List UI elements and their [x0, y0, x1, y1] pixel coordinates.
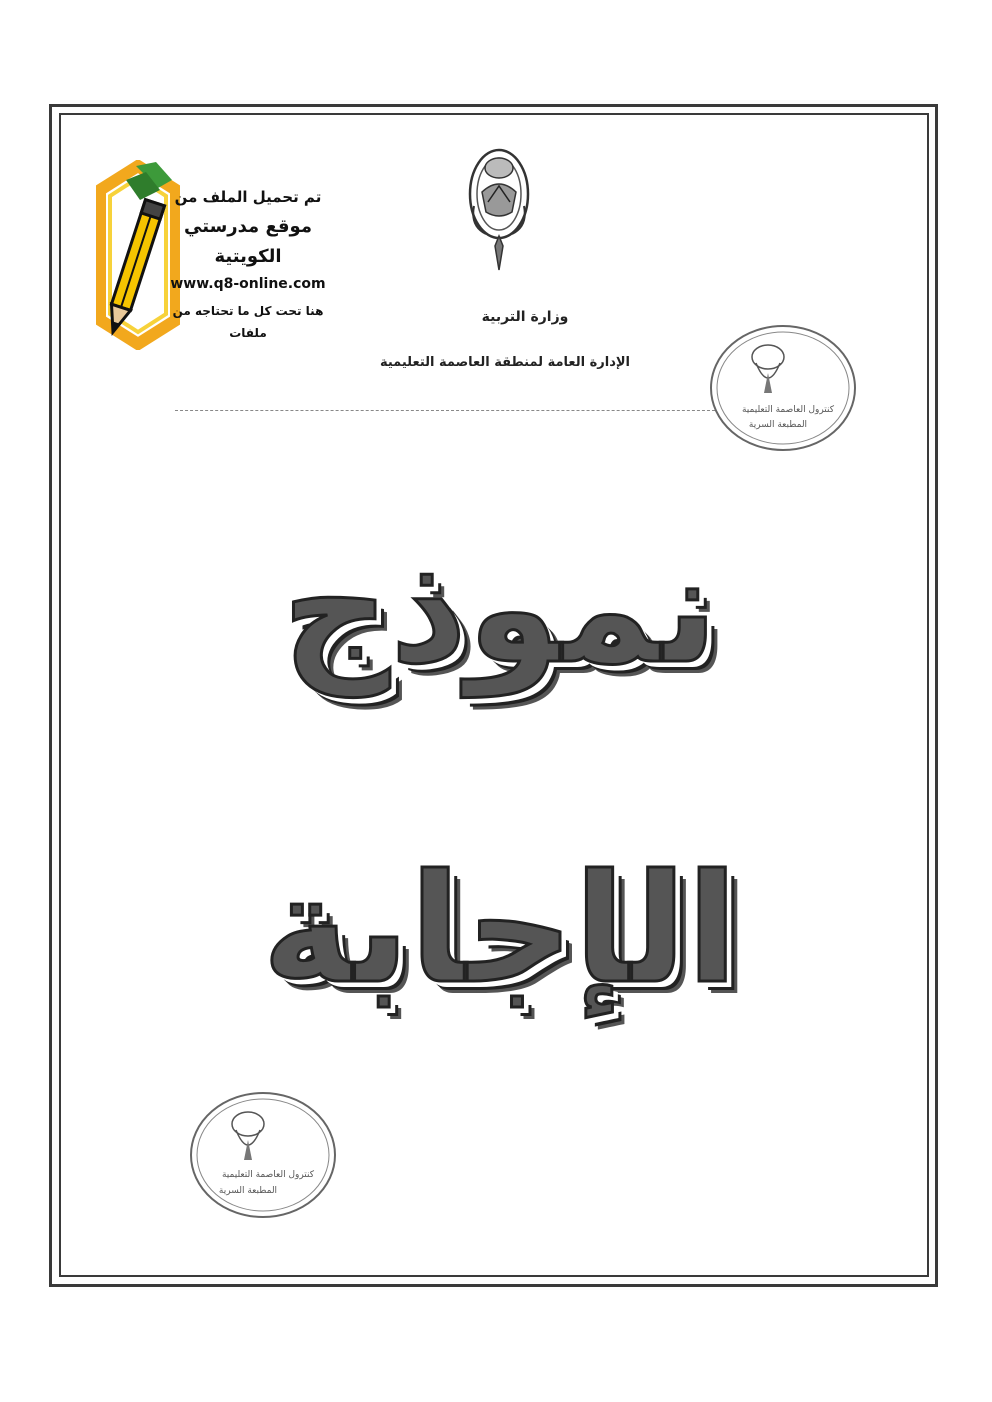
badge-url[interactable]: www.q8-online.com	[170, 276, 326, 292]
badge-line-4: هنا تحت كل ما تحتاجه من ملفات	[172, 304, 324, 340]
title-line-1: نموذج	[281, 523, 718, 697]
title-line-2: الإجابة	[262, 843, 738, 1017]
stamp-text-1: كنترول العاصمة التعليمية	[741, 405, 835, 415]
badge-line-1: تم تحميل الملف من	[174, 188, 322, 206]
stamp-bottom-text-2: المطبعة السرية	[218, 1186, 278, 1196]
badge-line-2: موقع مدرستي الكويتية	[184, 216, 312, 267]
download-badge	[168, 186, 328, 344]
control-stamp-bottom	[188, 1090, 338, 1220]
stamp-text-2: المطبعة السرية	[748, 420, 808, 430]
control-stamp	[708, 323, 858, 453]
directorate-name: الإدارة العامة لمنطقة العاصمة التعليمية	[379, 355, 631, 370]
ministry-name: وزارة التربية	[481, 309, 569, 325]
header-divider	[175, 410, 715, 411]
state-emblem-icon	[468, 146, 530, 274]
stamp-bottom-text-1: كنترول العاصمة التعليمية	[221, 1170, 315, 1180]
